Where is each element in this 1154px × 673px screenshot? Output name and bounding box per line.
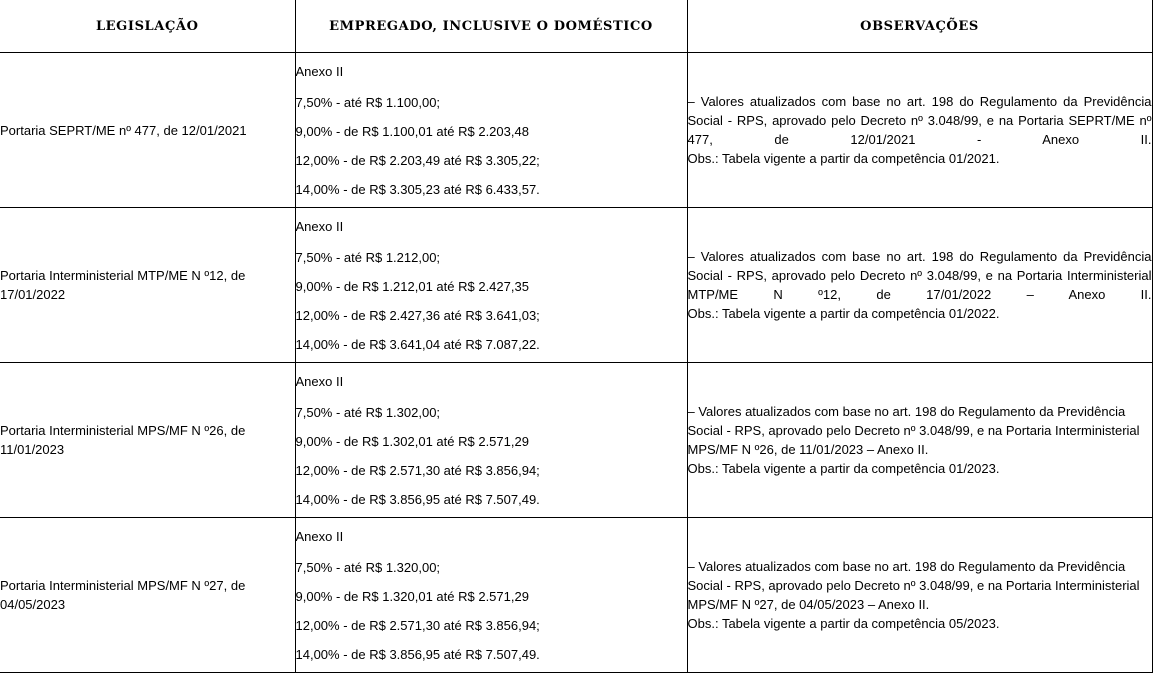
table-row	[0, 53, 1152, 208]
observacao-vigencia: Obs.: Tabela vigente a partir da competência 05/2023.	[687, 616, 1000, 631]
legislacao-cell: Portaria Interministerial MPS/MF N º26, de 11/01/2023	[0, 363, 295, 518]
rate-bracket: 9,00% - de R$ 1.302,01 até R$ 2.571,29	[295, 434, 529, 449]
observacao-text: – Valores atualizados com base no art. 198 do Regulamento da Previdência Social - RPS, aprovado pelo Decreto nº 3.048/99, e na Portaria SEPRT/ME nº 477, de 12/01/2021 - Anexo II.	[687, 94, 1152, 147]
rates-cell	[295, 363, 687, 518]
legislacao-cell: Portaria Interministerial MPS/MF N º27, de 04/05/2023	[0, 518, 295, 673]
rate-bracket: 12,00% - de R$ 2.427,36 até R$ 3.641,03;	[295, 308, 540, 323]
rate-bracket: 7,50% - até R$ 1.320,00;	[295, 560, 441, 575]
rate-bracket: 14,00% - de R$ 3.641,04 até R$ 7.087,22.	[295, 337, 540, 352]
observacao-cell	[687, 208, 1152, 363]
observacao-text: – Valores atualizados com base no art. 198 do Regulamento da Previdência Social - RPS, aprovado pelo Decreto nº 3.048/99, e na Portaria Interministerial MPS/MF N º26, de 11/01/2023 – Anexo II.	[687, 404, 1140, 457]
rates-cell	[295, 208, 687, 363]
rate-bracket: 14,00% - de R$ 3.305,23 até R$ 6.433,57.	[295, 182, 540, 197]
rate-bracket: 7,50% - até R$ 1.100,00;	[295, 95, 441, 110]
rate-bracket: 9,00% - de R$ 1.212,01 até R$ 2.427,35	[295, 279, 529, 294]
header-row	[0, 0, 1152, 53]
anexo-label: Anexo II	[295, 219, 344, 234]
header-legislacao: LEGISLAÇÃO	[0, 0, 295, 53]
rate-bracket: 12,00% - de R$ 2.571,30 até R$ 3.856,94;	[295, 463, 540, 478]
observacao-text: – Valores atualizados com base no art. 198 do Regulamento da Previdência Social - RPS, aprovado pelo Decreto nº 3.048/99, e na Portaria Interministerial MPS/MF N º27, de 04/05/2023 – Anexo II.	[687, 559, 1140, 612]
legislacao-cell: Portaria SEPRT/ME nº 477, de 12/01/2021	[0, 53, 295, 208]
table-row	[0, 208, 1152, 363]
table-row	[0, 518, 1152, 673]
anexo-label: Anexo II	[295, 64, 344, 79]
observacao-vigencia: Obs.: Tabela vigente a partir da competência 01/2021.	[687, 151, 1000, 166]
observacao-vigencia: Obs.: Tabela vigente a partir da competência 01/2022.	[687, 306, 1000, 321]
table-row	[0, 363, 1152, 518]
rates-cell	[295, 53, 687, 208]
legislacao-cell: Portaria Interministerial MTP/ME N º12, de 17/01/2022	[0, 208, 295, 363]
rate-bracket: 7,50% - até R$ 1.302,00;	[295, 405, 441, 420]
observacao-vigencia: Obs.: Tabela vigente a partir da competência 01/2023.	[687, 461, 1000, 476]
anexo-label: Anexo II	[295, 529, 344, 544]
header-empregado: EMPREGADO, INCLUSIVE O DOMÉSTICO	[295, 0, 687, 53]
observacao-text: – Valores atualizados com base no art. 198 do Regulamento da Previdência Social - RPS, aprovado pelo Decreto nº 3.048/99, e na Portaria Interministerial MTP/ME N º12, de 17/01/2022 – Anexo II.	[687, 249, 1152, 302]
observacao-cell	[687, 363, 1152, 518]
rate-bracket: 9,00% - de R$ 1.320,01 até R$ 2.571,29	[295, 589, 529, 604]
rate-bracket: 9,00% - de R$ 1.100,01 até R$ 2.203,48	[295, 124, 529, 139]
observacao-cell	[687, 53, 1152, 208]
rates-cell	[295, 518, 687, 673]
rate-bracket: 7,50% - até R$ 1.212,00;	[295, 250, 441, 265]
header-observacoes: OBSERVAÇÕES	[687, 0, 1152, 53]
rate-bracket: 12,00% - de R$ 2.203,49 até R$ 3.305,22;	[295, 153, 540, 168]
observacao-cell	[687, 518, 1152, 673]
rate-bracket: 14,00% - de R$ 3.856,95 até R$ 7.507,49.	[295, 492, 540, 507]
rate-bracket: 12,00% - de R$ 2.571,30 até R$ 3.856,94;	[295, 618, 540, 633]
rate-bracket: 14,00% - de R$ 3.856,95 até R$ 7.507,49.	[295, 647, 540, 662]
anexo-label: Anexo II	[295, 374, 344, 389]
